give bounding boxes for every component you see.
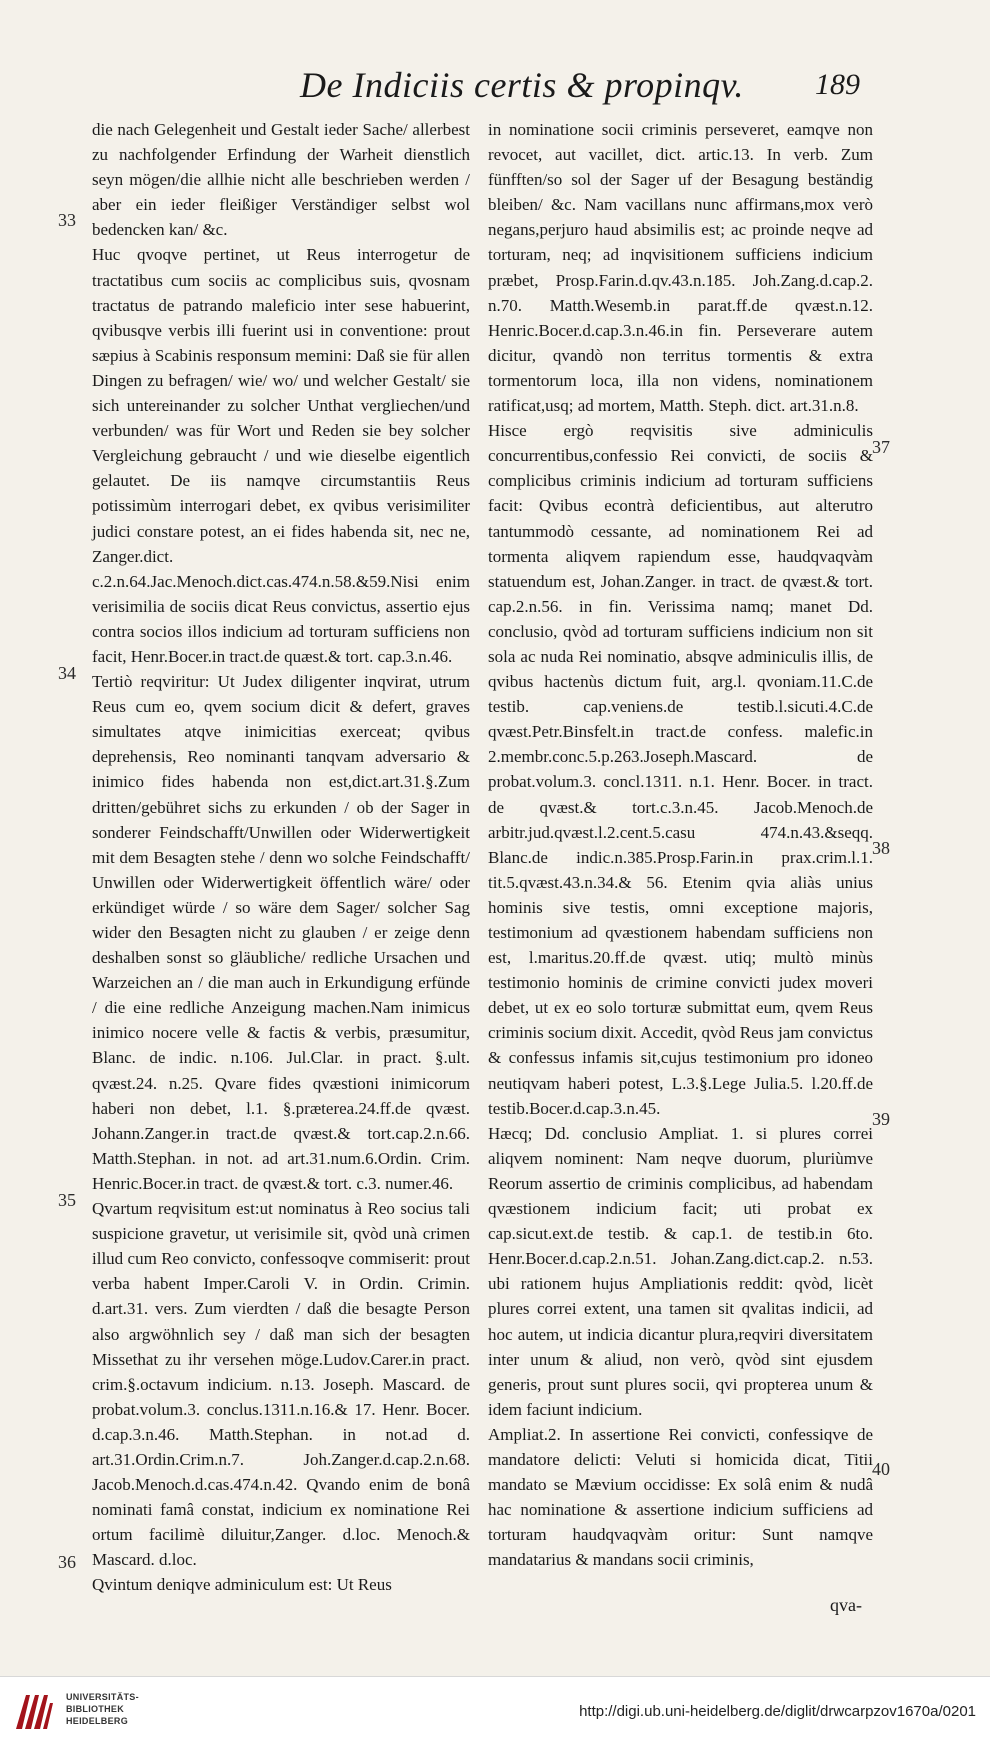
running-title: De Indiciis certis & propinqv. bbox=[300, 65, 744, 105]
margin-number-37: 37 bbox=[872, 437, 890, 457]
margin-number-38: 38 bbox=[872, 838, 890, 858]
margin-number-39: 39 bbox=[872, 1109, 890, 1129]
left-column-text: die nach Gelegenheit und Gestalt ieder Sache/ allerbest zu nachfolgender Erfindung der Warheit dienstlich seyn mögen/die allhie nicht alle beschrieben werden / aber ein ieder fleißiger Verständiger selbst wol bedencken kan/ &c. Huc qvoqve pertinet, ut Reus interrogetur de tractatibus cum sociis ac complicibus suis, qvosnam tractatus de patrando maleficio inter sese habuerint, qvibusqve verbis illi fuerint usi in conventione: prout sæpius à Scabinis responsum memini: Daß sie für allen Dingen zu befragen/ wie/ wo/ und welcher Gestalt/ sie sich untereinander zu solcher Unthat vergliechen/und verbunden/ was für Wort und Reden sie bey solcher Vergleichung gebraucht / und wie dieselbe eigentlich gelautet. De iis namqve circumstantiis Reus potissimùm interrogari debet, ex qvibus verisimiliter judici constare potest, an ei fides habenda sit, nec ne, Zanger.dict. c.2.n.64.Jac.Menoch.dict.cas.474.n.58.&59.Nisi enim verisimilia de sociis dicat Reus convictus, assertio ejus contra socios illos indicium ad torturam sufficiens non facit, Henr.Bocer.in tract.de quæst.& tort. cap.3.n.46. Tertiò reqviritur: Ut Judex diligenter inqvirat, utrum Reus cum eo, qvem socium dicit & defert, graves simultates atqve inimicitias exerceat; qvibus deprehensis, Reo nominanti tanqvam adversario & inimico fides habenda non est,dict.art.31.§.Zum dritten/gebühret sichs zu erkunden / ob der Sager in sonderer Feindschafft/Unwillen oder Widerwertigkeit mit dem Besagten stehe / denn wo solche Feindschafft/ Unwillen oder Widerwertigkeit öffentlich wäre/ oder erkündiget würde / so wäre dem Sager/ solcher Sag wider den Besagten nicht zu glauben / er zeige denn deshalben sonst so gläubliche/ redliche Ursachen und Warzeichen an / die man auch in Erkundigung erfünde / die eine redliche Anzeigung machen.Nam inimicus inimico nocere velle & factis & verbis, præsumitur, Blanc. de indic. n.106. Jul.Clar. in pract. §.ult. qvæst.24. n.25. Qvare fides qvæstioni inimicorum haberi non debet, l.1. §.præterea.24.ff.de qvæst. Johann.Zanger.in tract.de qvæst.& tort.cap.2.n.66. Matth.Stephan. in not. ad art.31.num.6.Ordin. Crim. Henric.Bocer.in tract. de qvæst.& tort. c.3. numer.46. Qvartum reqvisitum est:ut nominatus à Reo socius tali suspicione gravetur, ut verisimile sit, qvòd unà crimen illud cum Reo convicto, confessoqve commiserit: prout verba habent Imper.Caroli V. in Ordin. Crimin. d.art.31. vers. Zum vierdten / daß die besagte Person also argwöhnlich sey / daß man sich der besagten Missethat zu ihr versehen möge.Ludov.Carer.in pract. crim.§.octavum indicium. n.13. Joseph. Mascard. de probat.volum.3. conclus.1311.n.16.& 17. Henr. Bocer. d.cap.3.n.46. Matth.Stephan. in not.ad d. art.31.Ordin.Crim.n.7. Joh.Zanger.d.cap.2.n.68. Jacob.Menoch.d.cas.474.n.42. Qvando enim de bonâ nominati famâ constat, indicium ex nominatione Rei ortum facilimè diluitur,Zanger. d.loc. Menoch.& Mascard. d.loc. Qvintum deniqve adminiculum est: Ut Reus bbox=[92, 120, 470, 1595]
library-name-line3: HEIDELBERG bbox=[66, 1716, 129, 1726]
page-number: 189 bbox=[815, 68, 860, 101]
page-header bbox=[0, 60, 990, 120]
margin-number-34: 34 bbox=[58, 663, 76, 683]
left-column bbox=[92, 117, 470, 1598]
library-name-line2: BIBLIOTHEK bbox=[66, 1704, 124, 1714]
library-name-line1: UNIVERSITÄTS- bbox=[66, 1692, 139, 1702]
right-column-text: in nominatione socii criminis perseveret, eamqve non revocet, aut vacillet, dict. artic.13. In verb. Zum fünfften/so sol der Sager uf der Besagung beständig bleiben/ &c. Nam vacillans nunc affirmans,mox verò negans,perjuro haud absimilis est; ac proinde neqve ad torturam, neq; ad inqvisitionem sufficiens indicium præbet, Prosp.Farin.d.qv.43.n.185. Joh.Zang.d.cap.2. n.70. Matth.Wesemb.in parat.ff.de qvæst.n.12. Henric.Bocer.d.cap.3.n.46.in fin. Perseverare autem dicitur, qvandò non territus tormentis & extra tormentorum loca, illa non videns, nominationem ratificat,usq; ad mortem, Matth. Steph. dict. art.31.n.8. Hisce ergò reqvisitis sive adminiculis concurrentibus,confessio Rei convicti, de sociis & complicibus criminis indicium ad torturam sufficiens facit: Qvibus econtrà deficientibus, aut alterutro tantummodò cessante, ad nominationem Rei ad tormenta aliqvem rapiendum esse, haudqvaqvàm statuendum est, Johan.Zanger. in tract. de qvæst.& tort. cap.2.n.56. in fin. Verissima namq; manet Dd. conclusio, qvòd ad torturam sufficiens indicium non sit sola ac nuda Rei nominatio, absqve adminiculis illis, de qvibus hactenùs dictum fuit, arg.l. qvoniam.11.C.de testib. cap.veniens.de testib.l.sicuti.4.C.de qvæst.Petr.Binsfelt.in tract.de confess. malefic.in 2.membr.conc.5.p.263.Joseph.Mascard. de probat.volum.3. concl.1311. n.1. Henr. Bocer. in tract. de qvæst.& tort.c.3.n.45. Jacob.Menoch.de arbitr.jud.qvæst.l.2.cent.5.casu 474.n.43.&seqq. Blanc.de indic.n.385.Prosp.Farin.in prax.crim.l.1. tit.5.qvæst.43.n.34.& 56. Etenim qvia aliàs unius hominis sive testis, omni exceptione majoris, testimonium ad qvæstionem habendam sufficiens non est, l.maritus.20.ff.de qvæst. utiq; multò minùs testimonio hominis de crimine convicti judex moveri debet, ut ex eo solo torturæ submittat eum, qvem Reus criminis socium dixit. Accedit, qvòd Reus jam convictus & confessus infamis sit,cujus testimonium pro idoneo neutiqvam haberi potest, L.3.§.Lege Julia.5. l.20.ff.de testib.Bocer.d.cap.3.n.45. Hæcq; Dd. conclusio Ampliat. 1. si plures correi aliqvem nominent: Nam neqve duorum, pluriùmve Reorum assertio de criminis complicibus, ad habendam qvæstionem indicium facit; uti probat ex cap.sicut.ext.de testib. & cap.1. de testib.in 6to. Henr.Bocer.d.cap.2.n.51. Johan.Zang.dict.cap.2. n.53. ubi rationem hujus Ampliationis reddit: qvòd, licèt plures correi extent, una tamen sit qvalitas indicii, ad hoc autem, ut indicia dicantur plura,reqviri diversitatem inter unum & aliud, non verò, qvòd sint ejusdem generis, prout sunt plures socii, qvi propterea unum & idem faciunt indicium. Ampliat.2. In assertione Rei convicti, confessiqve de mandatore delicti: Veluti si homicida dicat, Titii mandato se Mævium occidisse: Ex solâ enim & nudâ hac nominatione & assertione indicium sufficiens ad torturam haudqvaqvàm oritur: Sunt namqve mandatarius & mandans socii criminis, bbox=[488, 120, 873, 1570]
margin-number-36: 36 bbox=[58, 1552, 76, 1572]
viewer-footer bbox=[0, 1676, 990, 1748]
margin-number-33: 33 bbox=[58, 210, 76, 230]
library-name bbox=[66, 1691, 139, 1727]
document-url-link[interactable]: http://digi.ub.uni-heidelberg.de/diglit/drwcarpzov1670a/0201 bbox=[579, 1703, 976, 1720]
right-column bbox=[488, 117, 873, 1572]
university-library-logo-icon bbox=[12, 1689, 56, 1735]
margin-number-40: 40 bbox=[872, 1459, 890, 1479]
margin-number-35: 35 bbox=[58, 1190, 76, 1210]
catchword: qva- bbox=[830, 1595, 862, 1615]
